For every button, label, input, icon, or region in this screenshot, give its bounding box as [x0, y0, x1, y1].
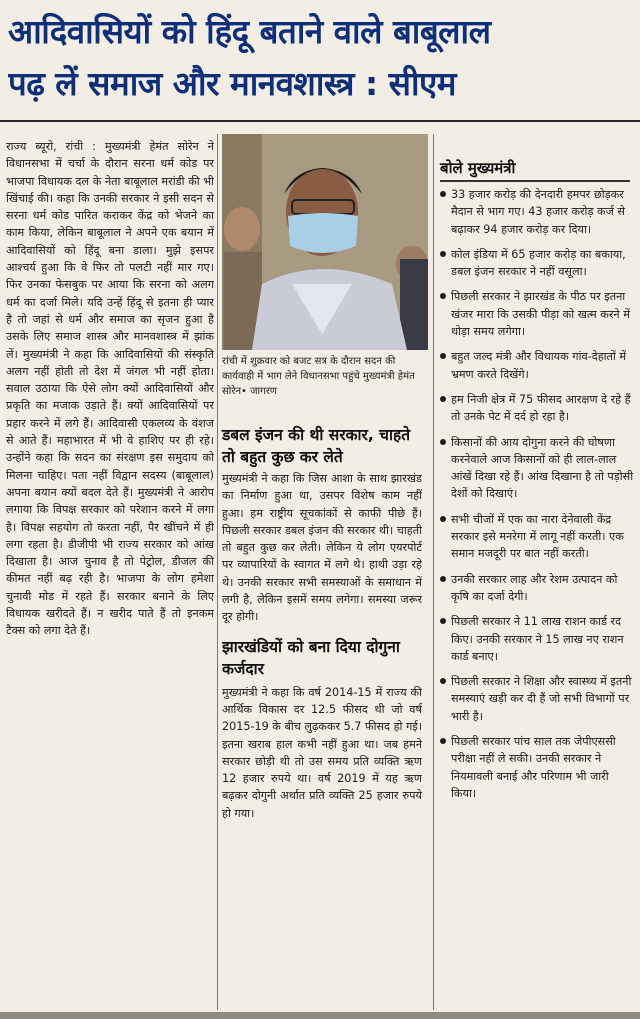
middle-subhead-1: डबल इंजन की थी सरकार, चाहते तो बहुत कुछ कर लेते: [222, 426, 411, 466]
bullet-dot: [440, 738, 446, 744]
bullet-dot: [440, 678, 446, 684]
bullet-text: पिछली सरकार ने शिक्षा और स्वास्थ्य में इतनी समस्याएं खड़ी कर दी हैं जो सभी विभागों पर भारी है।: [451, 675, 632, 723]
middle-subhead-1-block: [222, 420, 426, 472]
bullet-dot: [440, 396, 446, 402]
bullet-text: 33 हजार करोड़ की देनदारी हमपर छोड़कर मैदान से भाग गए। 43 हजार करोड़ कर्ज से बढ़ाकर 94 हजार करोड़ कर दिया।: [451, 188, 625, 236]
bullet-dot: [440, 293, 446, 299]
headline: [8, 6, 632, 110]
column-divider-left: [217, 134, 218, 1010]
bullet-item: [440, 613, 634, 665]
bullet-text: उनकी सरकार लाह और रेशम उत्पादन को कृषि का दर्जा देगी।: [451, 572, 618, 603]
bullet-dot: [440, 439, 446, 445]
bullet-item: [440, 673, 634, 725]
middle-subhead-2: झारखंडियों को बना दिया दोगुना कर्जदार: [222, 637, 400, 678]
bullet-item: [440, 434, 634, 503]
bullet-item: [440, 288, 634, 340]
headline-rule: [0, 120, 640, 122]
left-column-text: राज्य ब्यूरो, रांची : मुख्यमंत्री हेमंत सोरेन ने विधानसभा में चर्चा के दौरान सरना धर्म कोड पर भाजपा विधायक दल के नेता बाबूलाल मरांडी की भी खिंचाई की। कहा कि उनकी सरकार ने इसी सदन से सरना धर्म कोड पारित कराकर केंद्र को भेजने का काम किया, लेकिन बाबूलाल ने अपने एक बयान में आदिवासियों को हिंदू बना डाला। मुझे इसपर आश्चर्य हुआ कि वे फिर तो पलटी नहीं मार गए। फिर उनका फेसबुक पर आया कि सरना को अलग धर्म का दर्जा मिले। यदि उन्हें हिंदू से इतना ही प्यार है तो जहां से धर्म और समाज का सृजन हुआ है उसके लिए समाज शास्त्र और मानवशास्त्र में झांक लें। मुख्यमंत्री ने कहा कि आदिवासियों की संस्कृति अलग नहीं होती तो देश में जंगल भी नहीं होता। सवाल उठाया कि ऐसे लोग क्यों आदिवासियों और प्रकृति का मजाक उड़ाते हैं। क्यों आदिवासियों पर प्रहार करने में लगे हैं। आदिवासी एकलव्य के वंशज से आते हैं। महाभारत में भी वे हाशिए पर ही रहे। उन्होंने कहा कि सदन का संरक्षण इस समुदाय को मिलना चाहिए। पता नहीं विद्वान सदस्य (बाबूलाल) अपना बयान क्यों बदल देते हैं। मुख्यमंत्री ने आरोप लगाया कि विपक्ष सरकार को परेशान करने में लगा है। विपक्ष सहयोग तो करता नहीं, पैर खींचने में ही लगा रहता है। डीजीपी भी राज्य सरकार को आंख दिखाता है। आज चुनाव है तो पेट्रोल, डीजल की कीमत नहीं बढ़ रही है। भाजपा के लोग हमेशा चुनावी मोड में रहते हैं। सरकार बनाने के लिए विधायक खरीदते हैं। न खरीद पाते हैं तो इनकम टैक्स को लगा देते हैं।: [6, 140, 214, 638]
bullet-text: किसानों की आय दोगुना करने की घोषणा करनेवाले आज किसानों को ही लाल-लाल आंखें दिखा रहे हैं। आंख दिखाना है तो पड़ोसी देशों को दिखाएं।: [451, 435, 634, 501]
bullet-item: [440, 733, 634, 802]
bullet-text: कोल इंडिया में 65 हजार करोड़ का बकाया, डबल इंजन सरकार ने नहीं वसूला।: [451, 247, 626, 279]
middle-paragraph-2: मुख्यमंत्री ने कहा कि वर्ष 2014-15 में राज्य की आर्थिक विकास दर 12.5 फीसद थी जो वर्ष 2015-19 के बीच लुढ़ककर 5.7 फीसद हो गई। इतना खराब हाल कभी नहीं हुआ था। जब हमने सरकार छोड़ी थी तो उस समय प्रति व्यक्ति ऋण 12 हजार रुपये था। वर्ष 2019 में यह ऋण बढ़कर दोगुनी अर्थात प्रति व्यक्ति 25 हजार रुपये हो गया।: [222, 685, 422, 820]
bullet-item: [440, 391, 634, 426]
bullet-dot: [440, 618, 446, 624]
bullet-text: पिछली सरकार ने झारखंड के पीठ पर इतना खंजर मारा कि उसकी पीड़ा को खत्म करने में थोड़ा समय लगेगा।: [451, 290, 630, 339]
bullet-dot: [440, 251, 446, 257]
bullet-item: [440, 348, 634, 383]
photo-caption: रांची में शुक्रवार को बजट सत्र के दौरान सदन की कार्यवाही में भाग लेने विधानसभा पहुंचे मुख्यमंत्री हेमंत सोरेन• जागरण: [222, 356, 415, 397]
bullet-text: बहुत जल्द मंत्री और विधायक गांव-देहातों में भ्रमण करते दिखेंगे।: [451, 350, 627, 381]
page-bottom-edge: [0, 1012, 640, 1019]
bullet-dot: [440, 353, 446, 359]
bullet-dot: [440, 191, 446, 197]
bullet-text: सभी चीजों में एक का नारा देनेवाली केंद्र सरकार इसे मनरेगा में लागू नहीं करती। एक समान मजदूरी पर बात नहीं करती।: [451, 512, 624, 561]
person-photo-illustration: [222, 134, 428, 350]
bullet-item: [440, 246, 634, 281]
news-photo: [222, 134, 428, 350]
bullet-dot: [440, 516, 446, 522]
bullet-item: [440, 571, 634, 606]
bullet-item: [440, 511, 634, 563]
left-column: [6, 138, 214, 1012]
right-box-bullets: [440, 186, 634, 1012]
headline-line-1: आदिवासियों को हिंदू बताने वाले बाबूलाल: [8, 12, 491, 51]
bullet-item: [440, 186, 634, 238]
headline-line-2: पढ़ लें समाज और मानवशास्त्र : सीएम: [8, 64, 456, 103]
middle-column: [222, 470, 422, 1015]
bullet-text: हम निजी क्षेत्र में 75 फीसद आरक्षण दे रहे हैं तो उनके पेट में दर्द हो रहा है।: [451, 392, 631, 424]
column-divider-right: [433, 134, 434, 1010]
bullet-dot: [440, 576, 446, 582]
bullet-text: पिछली सरकार पांच साल तक जेपीएससी परीक्षा नहीं ले सकी। उनकी सरकार ने नियमावली बनाई और परिणाम भी जारी किया।: [451, 735, 616, 800]
bullet-text: पिछली सरकार ने 11 लाख राशन कार्ड रद किए। उनकी सरकार ने 15 लाख नए राशन कार्ड बनाए।: [451, 615, 624, 663]
right-box-title: बोले मुख्यमंत्री: [440, 158, 630, 182]
middle-paragraph-1: मुख्यमंत्री ने कहा कि जिस आशा के साथ झारखंड का निर्माण हुआ था, उसपर विशेष काम नहीं हुआ। हम राष्ट्रीय सूचकांकों से काफी पीछे हैं। पिछली सरकार डबल इंजन की सरकार थी। चाहती तो बहुत कुछ कर लेती। लेकिन ये लोग एयरपोर्ट पर व्यापारियों के स्वागत में लगे थे। हाथी उड़ा रहे थे। उनकी सरकार सभी समस्याओं के समाधान में लगी है, लेकिन इसमें समय लगेगा। समस्या जरूर दूर होगी।: [222, 472, 422, 624]
